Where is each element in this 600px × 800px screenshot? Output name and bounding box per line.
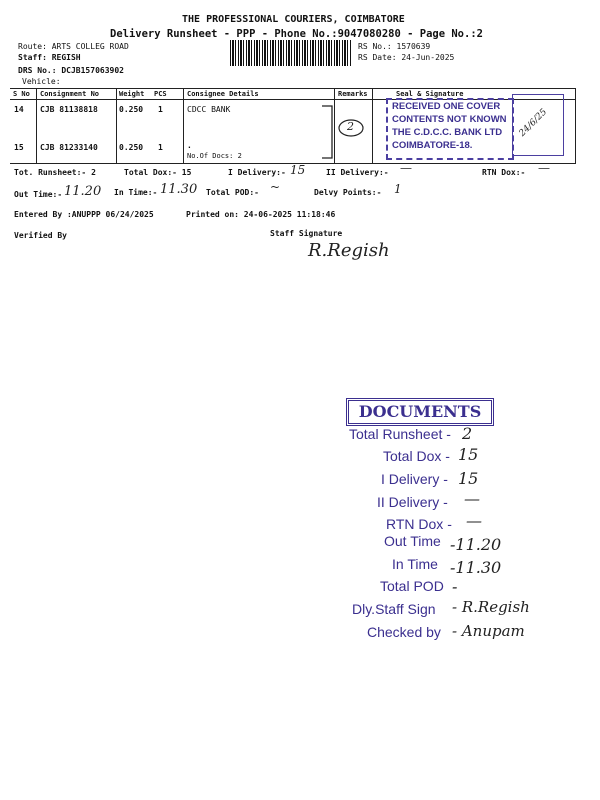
table-cell-weight: 0.250 [119,143,144,152]
total-pod-label: Total POD:- [206,188,259,197]
stamp-label-in-time: In Time [392,556,438,572]
ii-delivery-label: II Delivery:- [326,168,389,177]
stamp-label-total-pod: Total POD [380,578,444,594]
runsheet-subtitle: Delivery Runsheet - PPP - Phone No.:9047080280 - Page No.:2 [110,28,483,40]
col-divider [183,88,184,163]
stamp-label-total-runsheet: Total Runsheet - [349,426,451,442]
entered-by: Entered By :ANUPPP 06/24/2025 [14,210,154,219]
table-top-border [10,88,576,89]
stamp-value-dly-staff-sign: - R.Regish [452,598,530,616]
total-pod-value: ~ [270,180,281,194]
stamp-label-total-dox: Total Dox - [383,448,450,464]
rs-number: RS No.: 1570639 [358,42,431,51]
documents-stamp-title: DOCUMENTS [346,398,494,426]
stamp-label-ii-delivery: II Delivery - [377,494,448,510]
table-cell-sno: 15 [14,143,24,152]
col-header-weight: Weight [119,90,145,98]
stamp-value-in-time: -11.30 [450,558,502,577]
stamp-value-total-pod: - [452,577,458,596]
table-cell-consignment: CJB 81233140 [40,143,98,152]
table-cell-consignment: CJB 81138818 [40,105,98,114]
col-header-remarks: Remarks [338,90,368,98]
company-title: THE PROFESSIONAL COURIERS, COIMBATORE [182,14,405,25]
ii-delivery-value: — [400,161,412,175]
stamp-label-dly-staff-sign: Dly.Staff Sign [352,601,436,617]
col-divider [116,88,117,163]
total-dox: Total Dox:- 15 [124,168,192,177]
in-time-label: In Time:- [114,188,158,197]
stamp-value-total-dox: 15 [458,445,479,464]
seal-date: 24/6/25 [517,107,550,139]
seal-line: COIMBATORE-18. [392,140,473,151]
stamp-value-i-delivery: 15 [458,469,479,488]
stamp-label-rtn-dox: RTN Dox - [386,516,452,532]
drs-number: DRS No.: DCJB157063902 [18,66,124,75]
i-delivery-value: 15 [290,163,306,177]
out-time-label: Out Time:- [14,190,63,199]
col-header-seal: Seal & Signature [396,90,464,98]
remark-count: 2 [347,120,354,133]
no-of-docs: No.Of Docs: 2 [187,152,242,160]
stamp-value-total-runsheet: 2 [462,424,473,443]
seal-line: RECEIVED ONE COVER [392,101,501,112]
staff-signature: R.Regish [308,240,390,261]
stamp-label-checked-by: Checked by [367,624,441,640]
route-text: Route: ARTS COLLEG ROAD [18,42,129,51]
table-cell-pcs: 1 [158,143,163,152]
col-divider [36,88,37,163]
seal-line: THE C.D.C.C. BANK LTD [392,127,503,138]
barcode [230,40,352,66]
in-time-value: 11.30 [160,182,198,197]
col-header-consignee: Consignee Details [187,90,259,98]
vehicle-text: Vehicle: [22,77,61,86]
delvy-points-label: Delvy Points:- [314,188,382,197]
col-divider [372,88,373,163]
stamp-value-out-time: -11.20 [450,535,502,554]
col-header-consignment: Consignment No [40,90,100,98]
out-time-value: 11.20 [64,184,102,199]
stamp-value-ii-delivery: — [464,489,480,508]
table-cell-consignee: CDCC BANK [187,105,231,114]
table-cell-sno: 14 [14,105,24,114]
staff-signature-label: Staff Signature [270,229,343,238]
i-delivery-label: I Delivery:- [228,168,286,177]
rs-date: RS Date: 24-Jun-2025 [358,53,455,62]
col-header-pcs: PCS [154,90,167,98]
stamp-value-rtn-dox: — [466,511,482,530]
col-header-sno: S No [13,90,30,98]
col-divider [575,88,576,163]
verified-by: Verified By [14,231,67,240]
table-cell-weight: 0.250 [119,105,144,114]
table-cell-pcs: 1 [158,105,163,114]
rtn-dox-label: RTN Dox:- [482,168,526,177]
bank-seal [392,100,507,152]
rtn-dox-value: — [538,161,550,175]
printed-on: Printed on: 24-06-2025 11:18:46 [186,210,336,219]
seal-line: CONTENTS NOT KNOWN [392,114,507,125]
tot-runsheet: Tot. Runsheet:- 2 [14,168,96,177]
stamp-label-out-time: Out Time [384,533,441,549]
bracket-mark [318,102,370,162]
staff-text: Staff: REGISH [18,53,81,62]
delvy-points-value: 1 [394,182,402,196]
stamp-value-checked-by: - Anupam [452,622,525,640]
table-cell-consignee: . [187,141,192,150]
stamp-label-i-delivery: I Delivery - [381,471,448,487]
